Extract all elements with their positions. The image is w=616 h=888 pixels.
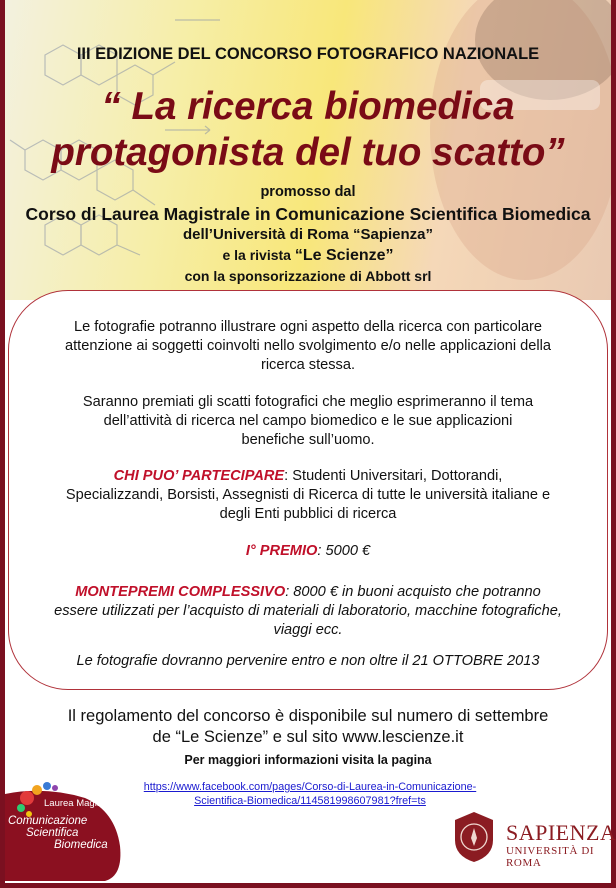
eligibility-paragraph — [30, 467, 586, 524]
regulation-line: Il regolamento del concorso è disponibile sul numero di settembre — [67, 707, 549, 725]
sapienza-name: SAPIENZA — [506, 820, 616, 845]
logo-line: Comunicazione — [8, 815, 88, 827]
awards-line: dell’attività di ricerca nel campo biomedico e le sue applicazioni — [103, 413, 513, 429]
sapienza-seal-icon — [451, 810, 497, 864]
logo-top-text: Laurea Magistrale — [44, 798, 121, 809]
eligibility-line: Specializzandi, Borsisti, Assegnisti di Ricerca di tutte le università italiane e — [65, 487, 551, 503]
facebook-link[interactable] — [110, 780, 510, 808]
title-line-1: “ La ricerca biomedica — [101, 85, 515, 128]
total-prize-paragraph — [30, 583, 586, 640]
total-prize-text: : 8000 € in buoni acquisto che potranno — [285, 584, 541, 600]
magazine-prefix: e la rivista — [222, 247, 291, 263]
awards-line: benefiche sull’uomo. — [241, 432, 375, 448]
main-title — [0, 84, 616, 176]
magazine-name: “Le Scienze” — [294, 247, 394, 264]
intro-paragraph — [30, 318, 586, 375]
first-prize-label: I° PREMIO — [245, 543, 318, 559]
link-line[interactable]: Scientifica-Biomedica/114581998607981?fref=ts — [194, 795, 426, 807]
eligibility-line: degli Enti pubblici di ricerca — [219, 506, 397, 522]
intro-line: ricerca stessa. — [260, 357, 356, 373]
eligibility-label: CHI PUO’ PARTECIPARE — [113, 468, 285, 484]
first-prize-value: : 5000 € — [317, 543, 371, 559]
first-prize — [30, 542, 586, 561]
sapienza-subtitle: UNIVERSITÀ DI ROMA — [506, 845, 595, 869]
university-name: dell’Università di Roma “Sapienza” — [182, 226, 434, 243]
link-line[interactable]: https://www.facebook.com/pages/Corso-di-Laurea-in-Comunicazione- — [143, 781, 477, 793]
regulation-line: de “Le Scienze” e sul sito www.lescienze.it — [152, 728, 464, 746]
course-name: Corso di Laurea Magistrale in Comunicazione Scientifica Biomedica — [25, 204, 591, 224]
deadline: Le fotografie dovranno pervenire entro e non oltre il 21 OTTOBRE 2013 — [76, 653, 540, 669]
more-info: Per maggiori informazioni visita la pagina — [184, 753, 432, 767]
total-prize-label: MONTEPREMI COMPLESSIVO — [75, 584, 286, 600]
edition-heading: III EDIZIONE DEL CONCORSO FOTOGRAFICO NAZIONALE — [76, 45, 540, 63]
eligibility-text: : Studenti Universitari, Dottorandi, — [284, 468, 503, 484]
total-prize-line: essere utilizzati per l’acquisto di materiali di laboratorio, macchine fotografiche, — [54, 603, 562, 619]
magazine-line — [0, 247, 616, 265]
sponsor-line: con la sponsorizzazione di Abbott srl — [184, 268, 432, 284]
title-line-2: protagonista del tuo scatto” — [51, 131, 565, 174]
intro-line: attenzione ai soggetti coinvolti nello svolgimento e/o nelle applicazioni della — [65, 338, 551, 354]
total-prize-line: viaggi ecc. — [273, 622, 343, 638]
awards-line: Saranno premiati gli scatti fotografici che meglio esprimeranno il tema — [82, 394, 534, 410]
logo-course-text — [8, 815, 108, 851]
logo-line: Scientifica — [26, 827, 79, 839]
intro-line: Le fotografie potranno illustrare ogni aspetto della ricerca con particolare — [73, 319, 543, 335]
awards-paragraph — [30, 393, 586, 450]
promoted-by: promosso dal — [260, 184, 356, 200]
regulation-text — [0, 706, 616, 748]
logo-line: Biomedica — [54, 839, 108, 851]
